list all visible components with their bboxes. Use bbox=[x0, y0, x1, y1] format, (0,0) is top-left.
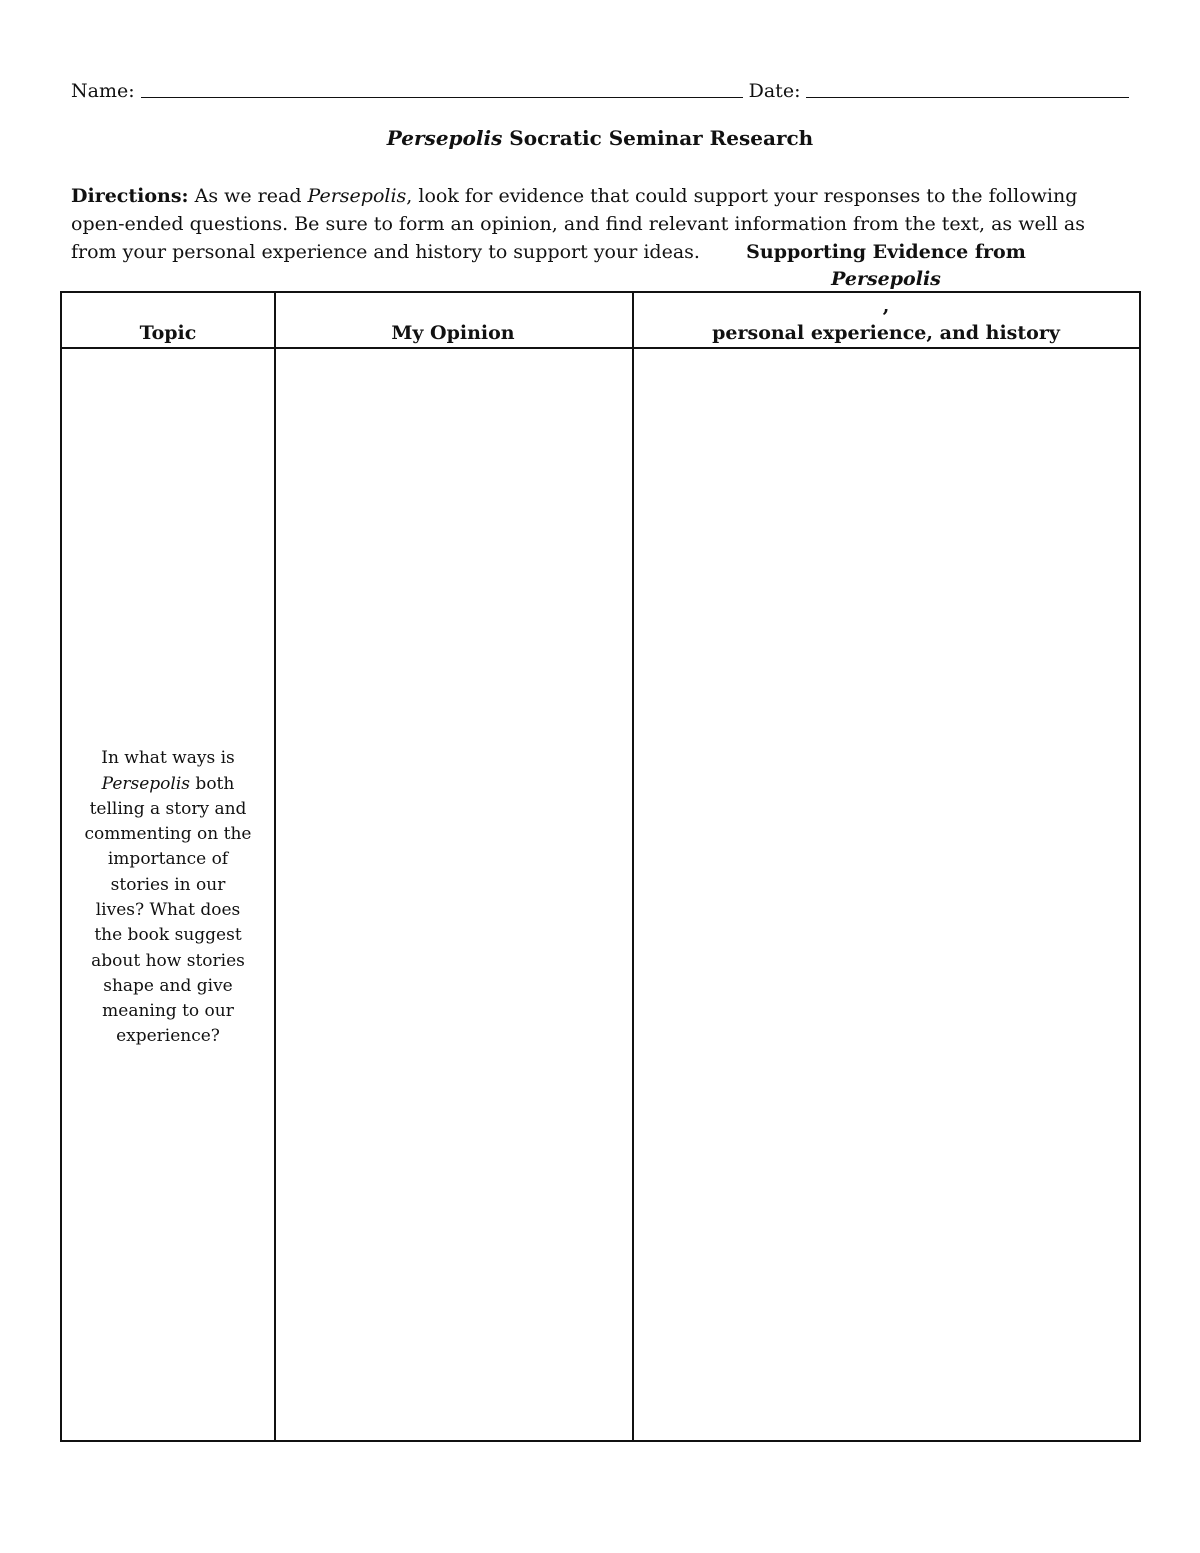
evidence-header bbox=[632, 241, 1140, 347]
evidence-header-book: Persepolis bbox=[831, 268, 941, 290]
evidence-header-comma: , bbox=[882, 295, 890, 317]
topic-header bbox=[62, 293, 274, 347]
page-title bbox=[0, 126, 1200, 150]
evidence-header-text: Supporting Evidence from bbox=[746, 241, 1026, 263]
opinion-header-label: My Opinion bbox=[391, 322, 515, 344]
topic-question bbox=[84, 746, 252, 1050]
directions-label: Directions: bbox=[71, 185, 189, 207]
directions-text-2: , look for evidence that could support your responses to the following open-ended questions. Be sure to form an opinion, and find relevant information from the text, as well as from your personal experience and history to support your ideas. bbox=[71, 185, 1085, 263]
topic-book: Persepolis bbox=[101, 773, 191, 794]
topic-text-2: both telling a story and commenting on the importance of stories in our lives? What does the book suggest about how stories shape and give meaning to our experience? bbox=[84, 773, 252, 1047]
evidence-header-line1 bbox=[746, 239, 1026, 320]
name-blank bbox=[141, 79, 743, 98]
title-book: Persepolis bbox=[386, 126, 503, 150]
directions-book: Persepolis bbox=[307, 185, 407, 207]
evidence-header-line2: personal experience, and history bbox=[712, 322, 1060, 344]
topic-header-label: Topic bbox=[139, 322, 197, 344]
evidence-cell[interactable] bbox=[634, 350, 1139, 1440]
title-rest: Socratic Seminar Research bbox=[502, 126, 814, 150]
date-blank bbox=[806, 79, 1129, 98]
opinion-cell[interactable] bbox=[276, 350, 632, 1440]
opinion-header bbox=[274, 293, 632, 347]
name-label: Name: bbox=[71, 80, 135, 102]
header-divider bbox=[62, 347, 1139, 349]
topic-text-1: In what ways is bbox=[101, 748, 235, 769]
research-table bbox=[60, 241, 1141, 1442]
name-date-line bbox=[71, 72, 1129, 102]
topic-cell bbox=[62, 350, 274, 1440]
date-label: Date: bbox=[748, 80, 801, 102]
directions-text-1: As we read bbox=[188, 185, 308, 207]
